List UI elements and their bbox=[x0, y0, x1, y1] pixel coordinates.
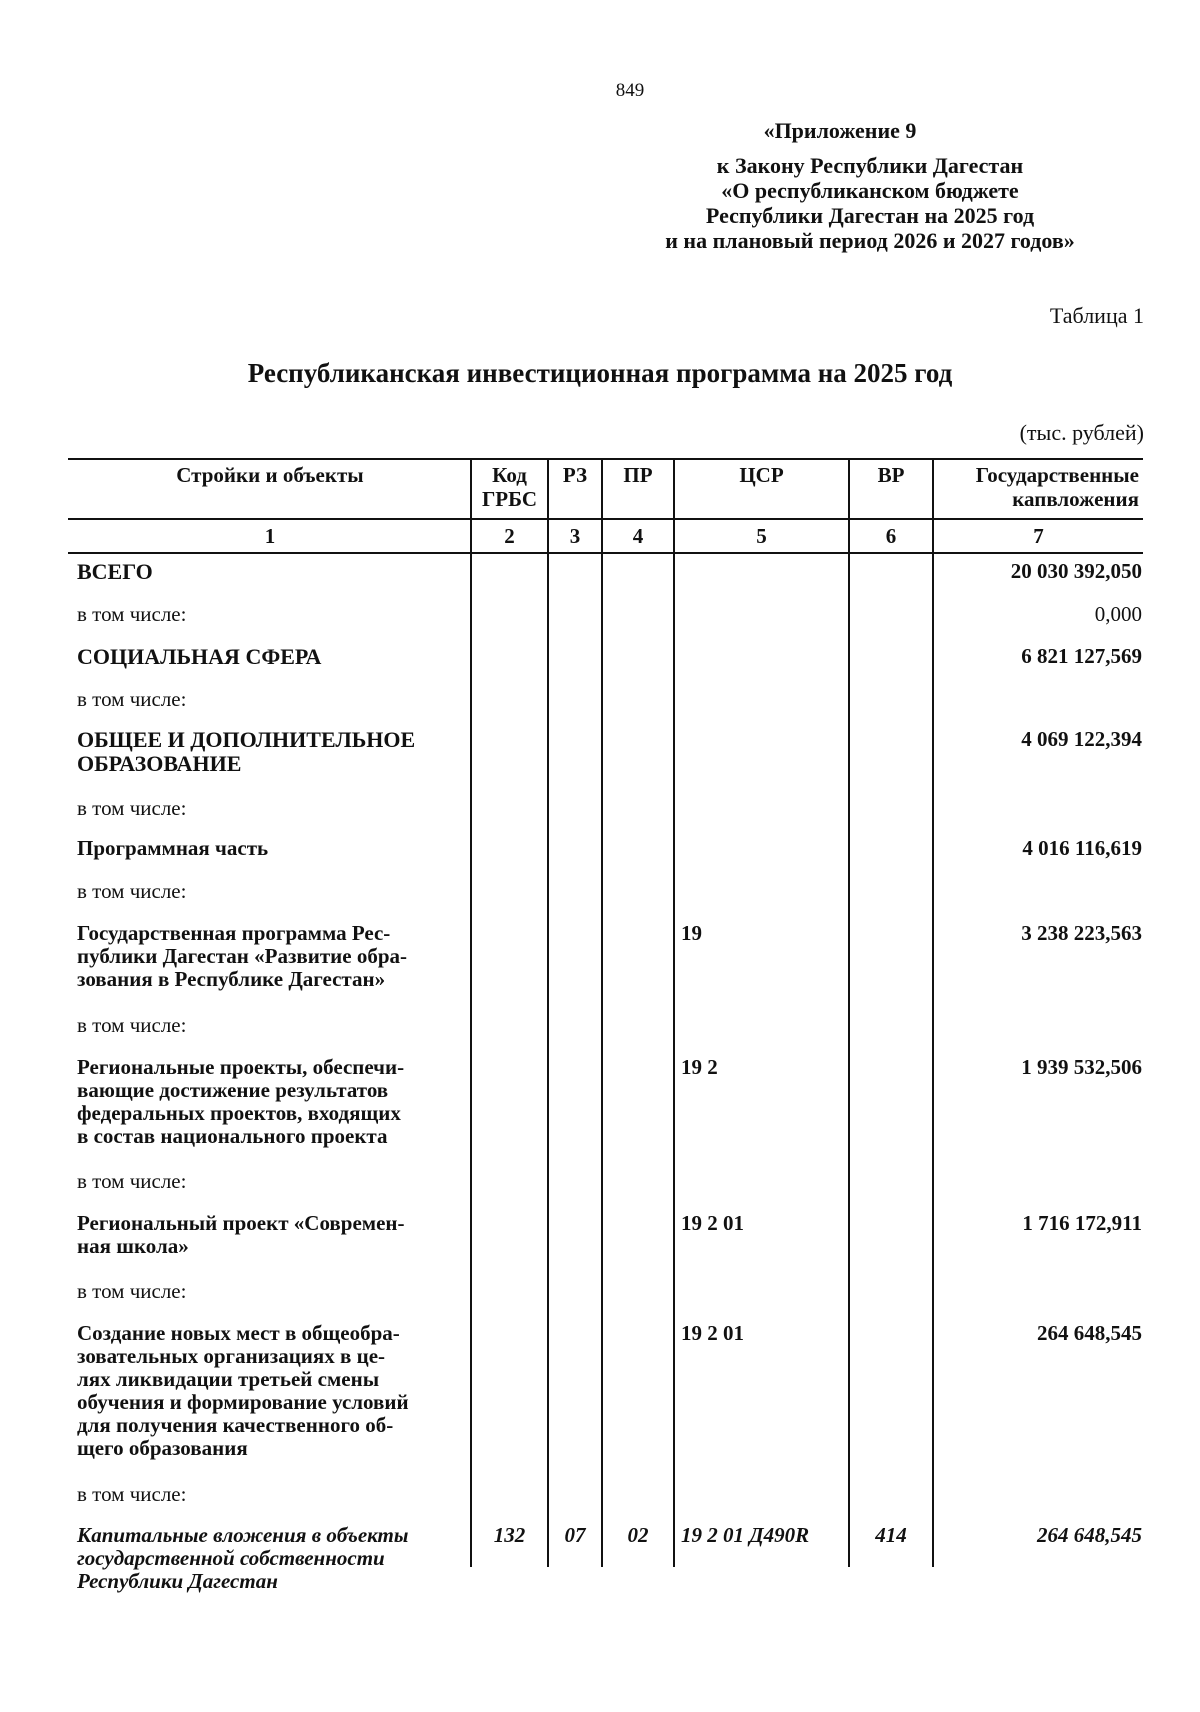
row-name-line: ная школа» bbox=[77, 1234, 189, 1258]
row-name: в том числе: bbox=[77, 1169, 187, 1193]
column-numbers-rule bbox=[68, 552, 1143, 554]
row-grbs: 132 bbox=[493, 1523, 526, 1547]
header-rz: РЗ bbox=[562, 463, 588, 487]
column-divider bbox=[470, 458, 472, 1567]
row-amount: 20 030 392,050 bbox=[1010, 559, 1142, 583]
row-amount: 264 648,545 bbox=[1037, 1321, 1142, 1345]
row-name-line: Республики Дагестан bbox=[77, 1569, 278, 1593]
header-grbs-line-2: ГРБС bbox=[481, 487, 538, 511]
column-number-6: 6 bbox=[885, 524, 897, 548]
row-name-line: ОБРАЗОВАНИЕ bbox=[77, 751, 242, 776]
row-name: в том числе: bbox=[77, 1013, 187, 1037]
row-name-line: для получения качественного об- bbox=[77, 1413, 394, 1437]
column-divider bbox=[673, 458, 675, 1567]
appendix-line-5: и на плановый период 2026 и 2027 годов» bbox=[665, 228, 1075, 253]
column-number-1: 1 bbox=[264, 524, 276, 548]
column-number-7: 7 bbox=[1033, 524, 1044, 548]
appendix-line-2: к Закону Республики Дагестан bbox=[716, 153, 1024, 178]
row-name bbox=[77, 1212, 467, 1258]
row-name-line: ОБЩЕЕ И ДОПОЛНИТЕЛЬНОЕ bbox=[77, 727, 416, 752]
row-name: в том числе: bbox=[77, 796, 187, 820]
row-name: СОЦИАЛЬНАЯ СФЕРА bbox=[77, 644, 322, 669]
row-name: в том числе: bbox=[77, 1482, 187, 1506]
row-name: Программная часть bbox=[77, 836, 269, 860]
row-name-line: Создание новых мест в общеобра- bbox=[77, 1321, 400, 1345]
row-name: в том числе: bbox=[77, 1279, 187, 1303]
row-name: в том числе: bbox=[77, 879, 187, 903]
row-name-line: обучения и формирование условий bbox=[77, 1390, 409, 1414]
row-amount: 3 238 223,563 bbox=[1021, 921, 1142, 945]
column-number-5: 5 bbox=[756, 524, 767, 548]
table-number: Таблица 1 bbox=[1049, 303, 1144, 328]
header-objects: Стройки и объекты bbox=[176, 463, 364, 487]
row-csr: 19 2 01 bbox=[681, 1211, 744, 1235]
header-capital-line-2: капвложения bbox=[1012, 487, 1139, 511]
column-divider bbox=[848, 458, 850, 1567]
row-amount: 0,000 bbox=[1094, 602, 1142, 626]
appendix-line-3: «О республиканском бюджете bbox=[721, 178, 1019, 203]
header-vr: ВР bbox=[877, 463, 905, 487]
row-name bbox=[77, 922, 467, 991]
appendix-header bbox=[640, 118, 1100, 253]
row-amount: 4 069 122,394 bbox=[1021, 727, 1142, 751]
column-number-3: 3 bbox=[569, 524, 581, 548]
row-name: ВСЕГО bbox=[77, 559, 153, 584]
row-name bbox=[77, 1056, 467, 1148]
row-name-line: зования в Республике Дагестан» bbox=[77, 967, 386, 991]
row-name-line: Региональный проект «Современ- bbox=[77, 1211, 405, 1235]
row-pr: 02 bbox=[627, 1523, 649, 1547]
column-divider bbox=[547, 458, 549, 1567]
header-pr: ПР bbox=[623, 463, 653, 487]
row-name-line: Региональные проекты, обеспечи- bbox=[77, 1055, 405, 1079]
row-csr: 19 bbox=[681, 921, 702, 945]
appendix-line-1: «Приложение 9 bbox=[763, 118, 917, 143]
row-csr: 19 2 01 Д490R bbox=[681, 1523, 810, 1547]
header-csr: ЦСР bbox=[739, 463, 784, 487]
row-name-line: зовательных организациях в це- bbox=[77, 1344, 386, 1368]
row-name-line: государственной собственности bbox=[77, 1546, 385, 1570]
row-name-line: Государственная программа Рес- bbox=[77, 921, 391, 945]
row-amount: 6 821 127,569 bbox=[1021, 644, 1142, 668]
appendix-line-4: Республики Дагестан на 2025 год bbox=[705, 203, 1035, 228]
row-name bbox=[77, 728, 467, 776]
units-label: (тыс. рублей) bbox=[1019, 420, 1144, 445]
row-amount: 264 648,545 bbox=[1037, 1523, 1142, 1547]
header-capital-line-1: Государственные bbox=[975, 463, 1139, 487]
header-grbs bbox=[472, 463, 547, 511]
row-amount: 1 939 532,506 bbox=[1021, 1055, 1142, 1079]
row-name-line: федеральных проектов, входящих bbox=[77, 1101, 401, 1125]
row-amount: 1 716 172,911 bbox=[1022, 1211, 1142, 1235]
header-grbs-line-1: Код bbox=[492, 463, 527, 487]
page-number: 849 bbox=[615, 80, 645, 101]
row-name-line: в состав национального проекта bbox=[77, 1124, 388, 1148]
header-capital bbox=[934, 463, 1143, 511]
row-name-line: публики Дагестан «Развитие обра- bbox=[77, 944, 408, 968]
document-title: Республиканская инвестиционная программа на 2025 год bbox=[247, 358, 953, 388]
row-vr: 414 bbox=[875, 1523, 907, 1547]
column-number-2: 2 bbox=[504, 524, 515, 548]
row-csr: 19 2 bbox=[681, 1055, 718, 1079]
header-rule bbox=[68, 518, 1143, 520]
row-csr: 19 2 01 bbox=[681, 1321, 744, 1345]
column-number-4: 4 bbox=[632, 524, 644, 548]
row-name bbox=[77, 1322, 467, 1460]
row-name-line: щего образования bbox=[77, 1436, 248, 1460]
row-name: в том числе: bbox=[77, 602, 187, 626]
row-amount: 4 016 116,619 bbox=[1022, 836, 1142, 860]
row-name: в том числе: bbox=[77, 687, 187, 711]
row-name bbox=[77, 1524, 467, 1593]
row-name-line: лях ликвидации третьей смены bbox=[77, 1367, 380, 1391]
row-rz: 07 bbox=[564, 1523, 586, 1547]
row-name-line: Капитальные вложения в объекты bbox=[77, 1523, 409, 1547]
row-name-line: вающие достижение результатов bbox=[77, 1078, 389, 1102]
column-divider bbox=[601, 458, 603, 1567]
table-top-rule bbox=[68, 458, 1143, 460]
